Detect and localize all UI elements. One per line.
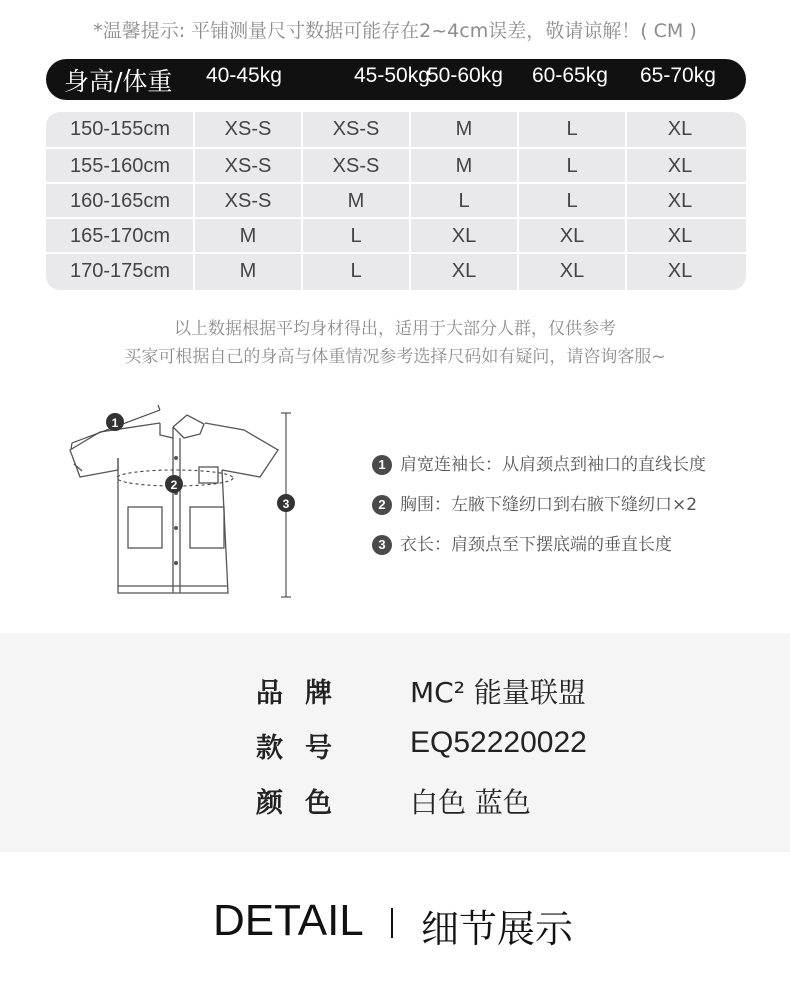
- size-cell: XL: [559, 260, 585, 282]
- weight-column-header: 50-60kg: [427, 64, 503, 87]
- weight-column-header: 60-65kg: [532, 64, 608, 87]
- product-info-panel: [0, 633, 790, 852]
- size-cell: XS-S: [332, 118, 380, 140]
- size-cell: L: [350, 260, 362, 282]
- size-cell: XL: [667, 190, 693, 212]
- column-divider: [625, 112, 627, 290]
- height-cell: 170-175cm: [69, 260, 171, 282]
- size-cell: XL: [451, 260, 477, 282]
- measurement-length: [372, 530, 672, 555]
- size-cell: M: [347, 190, 365, 212]
- size-cell: M: [455, 118, 473, 140]
- reference-note: 以上数据根据平均身材得出，适用于大部分人群，仅供参考: [174, 319, 616, 339]
- style-number-label: 款号: [256, 733, 354, 764]
- size-cell: XL: [667, 155, 693, 177]
- size-cell: XS-S: [224, 190, 272, 212]
- size-cell: XL: [667, 118, 693, 140]
- svg-text:1: 1: [111, 416, 119, 430]
- marker-3: [277, 494, 295, 512]
- measurement-chest: [372, 490, 697, 515]
- size-chart-header: [46, 59, 746, 100]
- brand-value: MC² 能量联盟: [410, 676, 586, 709]
- size-cell: L: [566, 190, 578, 212]
- weight-column-header: 45-50kg: [354, 64, 430, 87]
- svg-text:3: 3: [282, 497, 290, 511]
- measurement-shoulder: [372, 450, 706, 475]
- height-cell: 160-165cm: [69, 190, 171, 212]
- color-value: 白色 蓝色: [410, 786, 531, 819]
- column-divider: [301, 112, 303, 290]
- size-cell: XS-S: [224, 118, 272, 140]
- column-divider: [517, 112, 519, 290]
- marker-1: [106, 413, 124, 431]
- measurement-text: 肩宽连袖长：从肩颈点到袖口的直线长度: [400, 455, 706, 475]
- height-cell: 165-170cm: [69, 225, 171, 247]
- size-chart-table: [46, 112, 746, 290]
- detail-heading-cn: 细节展示: [421, 907, 574, 951]
- consult-note: 买家可根据自己的身高与体重情况参考选择尺码如有疑问，请咨询客服~: [124, 347, 666, 367]
- number-badge: 2: [372, 495, 392, 515]
- heading-divider: [391, 908, 393, 938]
- detail-heading: DETAIL: [213, 896, 364, 945]
- height-weight-label: 身高/体重: [64, 67, 173, 96]
- size-cell: M: [239, 260, 257, 282]
- color-label: 颜色: [256, 788, 354, 819]
- size-cell: XS-S: [224, 155, 272, 177]
- size-cell: L: [566, 155, 578, 177]
- height-cell: 150-155cm: [69, 118, 171, 140]
- size-cell: L: [458, 190, 470, 212]
- size-cell: M: [455, 155, 473, 177]
- size-cell: XL: [667, 225, 693, 247]
- column-divider: [193, 112, 195, 290]
- size-cell: L: [350, 225, 362, 247]
- size-cell: L: [566, 118, 578, 140]
- size-cell: XL: [667, 260, 693, 282]
- measurement-text: 胸围：左腋下缝纫口到右腋下缝纫口×2: [400, 495, 698, 515]
- marker-2: [165, 475, 183, 493]
- table-row: [46, 112, 746, 147]
- table-row: [46, 252, 746, 289]
- garment-diagram: [60, 400, 310, 605]
- size-notice: *温馨提示: 平铺测量尺寸数据可能存在2~4cm误差，敬请谅解！( CM ): [93, 20, 697, 42]
- size-cell: XS-S: [332, 155, 380, 177]
- measurement-text: 衣长：肩颈点至下摆底端的垂直长度: [400, 535, 672, 555]
- height-cell: 155-160cm: [69, 155, 171, 177]
- table-row: [46, 182, 746, 219]
- weight-column-header: 40-45kg: [206, 64, 282, 87]
- size-cell: XL: [451, 225, 477, 247]
- weight-column-header: 65-70kg: [640, 64, 716, 87]
- style-number-value: EQ52220022: [410, 726, 587, 759]
- number-badge: 3: [372, 535, 392, 555]
- svg-text:2: 2: [170, 478, 178, 492]
- size-cell: XL: [559, 225, 585, 247]
- number-badge: 1: [372, 455, 392, 475]
- size-cell: M: [239, 225, 257, 247]
- brand-label: 品牌: [256, 678, 354, 709]
- column-divider: [409, 112, 411, 290]
- table-row: [46, 147, 746, 184]
- table-row: [46, 217, 746, 254]
